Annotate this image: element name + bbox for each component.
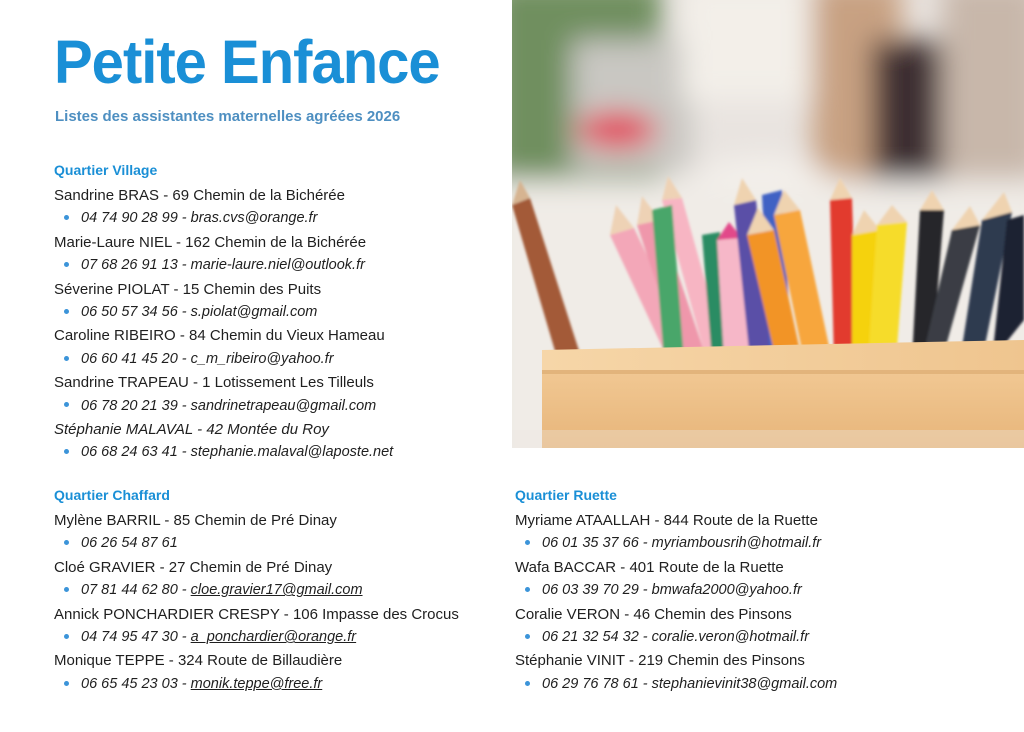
entry-contact	[54, 579, 459, 602]
entry-contact	[54, 626, 459, 649]
section-village	[54, 161, 393, 465]
entry-name: Mylène BARRIL - 85 Chemin de Pré Dinay	[54, 512, 337, 529]
bullet-icon	[64, 449, 69, 454]
entry-name: Annick PONCHARDIER CRESPY - 106 Impasse des Crocus	[54, 605, 459, 623]
phone-number: 06 78 20 21 39	[81, 397, 178, 414]
email-address: coralie.veron@hotmail.fr	[651, 629, 810, 646]
separator: -	[177, 304, 191, 321]
page-title: Petite Enfance	[54, 28, 440, 97]
email-address: s.piolat@gmail.com	[190, 304, 318, 321]
entry-name: Coralie VERON - 46 Chemin des Pinsons	[515, 605, 792, 623]
separator: -	[638, 629, 652, 646]
entry-contact	[515, 626, 837, 649]
phone-number: 06 01 35 37 66	[542, 535, 639, 552]
entry-name: Myriame ATAALLAH - 844 Route de la Ruette	[515, 512, 818, 529]
bullet-icon	[64, 262, 69, 267]
separator: -	[177, 350, 191, 367]
separator: -	[638, 582, 652, 599]
entry-contact	[515, 579, 837, 602]
phone-number: 04 74 95 47 30	[81, 629, 178, 646]
phone-number: 07 81 44 62 80	[81, 582, 178, 599]
separator: -	[177, 629, 191, 646]
email-link[interactable]: monik.teppe@free.fr	[190, 675, 323, 692]
separator: -	[177, 257, 191, 274]
separator: -	[177, 210, 191, 227]
bullet-icon	[525, 587, 530, 592]
entry-name: Stéphanie MALAVAL - 42 Montée du Roy	[54, 421, 329, 439]
entry-name: Sandrine BRAS - 69 Chemin de la Bichérée	[54, 187, 345, 204]
section-heading: Quartier Village	[54, 162, 158, 178]
email-address: sandrinetrapeau@gmail.com	[190, 397, 377, 414]
bullet-icon	[525, 681, 530, 686]
section-ruette	[515, 486, 837, 696]
phone-number: 06 60 41 45 20	[81, 350, 178, 367]
entry-name: Séverine PIOLAT - 15 Chemin des Puits	[54, 280, 322, 298]
phone-number: 07 68 26 91 13	[81, 257, 178, 274]
separator: -	[638, 535, 652, 552]
phone-number: 06 65 45 23 03	[81, 675, 178, 692]
page-subtitle: Listes des assistantes maternelles agréées 2026	[55, 108, 401, 125]
email-address: bras.cvs@orange.fr	[190, 210, 318, 227]
entry-name: Marie-Laure NIEL - 162 Chemin de la Bichérée	[54, 233, 367, 251]
bullet-icon	[64, 356, 69, 361]
phone-number: 06 29 76 78 61	[542, 675, 639, 692]
bullet-icon	[64, 681, 69, 686]
pencils-photo	[512, 0, 1024, 448]
phone-number: 04 74 90 28 99	[81, 210, 178, 227]
email-link[interactable]: cloe.gravier17@gmail.com	[190, 582, 363, 599]
email-address: c_m_ribeiro@yahoo.fr	[190, 350, 334, 367]
section-chaffard	[54, 486, 459, 696]
email-address: stephanie.malaval@laposte.net	[190, 444, 394, 461]
entry-contact	[54, 395, 393, 418]
entry-name: Stéphanie VINIT - 219 Chemin des Pinsons	[515, 652, 805, 670]
email-address: myriambousrih@hotmail.fr	[651, 535, 822, 552]
separator: -	[177, 444, 191, 461]
email-link[interactable]: a_ponchardier@orange.fr	[190, 629, 357, 646]
entry-name: Sandrine TRAPEAU - 1 Lotissement Les Tilleuls	[54, 374, 374, 392]
section-heading: Quartier Ruette	[515, 487, 617, 503]
phone-number: 06 21 32 54 32	[542, 629, 639, 646]
entry-contact	[54, 348, 393, 371]
entry-contact	[54, 532, 459, 555]
separator: -	[177, 582, 191, 599]
section-heading: Quartier Chaffard	[54, 487, 170, 503]
email-address: marie-laure.niel@outlook.fr	[190, 257, 365, 274]
phone-number: 06 03 39 70 29	[542, 582, 639, 599]
email-address: bmwafa2000@yahoo.fr	[651, 582, 802, 599]
separator: -	[638, 675, 652, 692]
entry-contact	[54, 441, 393, 464]
separator: -	[177, 397, 191, 414]
entry-contact	[54, 207, 393, 230]
entry-name: Caroline RIBEIRO - 84 Chemin du Vieux Hameau	[54, 327, 385, 345]
bullet-icon	[64, 402, 69, 407]
bullet-icon	[525, 634, 530, 639]
phone-number: 06 26 54 87 61	[81, 535, 178, 552]
phone-number: 06 50 57 34 56	[81, 304, 178, 321]
phone-number: 06 68 24 63 41	[81, 444, 178, 461]
entry-contact	[54, 301, 393, 324]
bullet-icon	[525, 540, 530, 545]
entry-contact	[515, 673, 837, 696]
bullet-icon	[64, 634, 69, 639]
entry-contact	[515, 532, 837, 555]
entry-contact	[54, 254, 393, 277]
bullet-icon	[64, 540, 69, 545]
entry-name: Monique TEPPE - 324 Route de Billaudière	[54, 652, 343, 670]
bullet-icon	[64, 309, 69, 314]
entry-name: Wafa BACCAR - 401 Route de la Ruette	[515, 558, 784, 576]
email-address: stephanievinit38@gmail.com	[651, 675, 838, 692]
entry-name: Cloé GRAVIER - 27 Chemin de Pré Dinay	[54, 558, 333, 576]
bullet-icon	[64, 587, 69, 592]
entry-contact	[54, 673, 459, 696]
separator: -	[177, 675, 191, 692]
bullet-icon	[64, 215, 69, 220]
